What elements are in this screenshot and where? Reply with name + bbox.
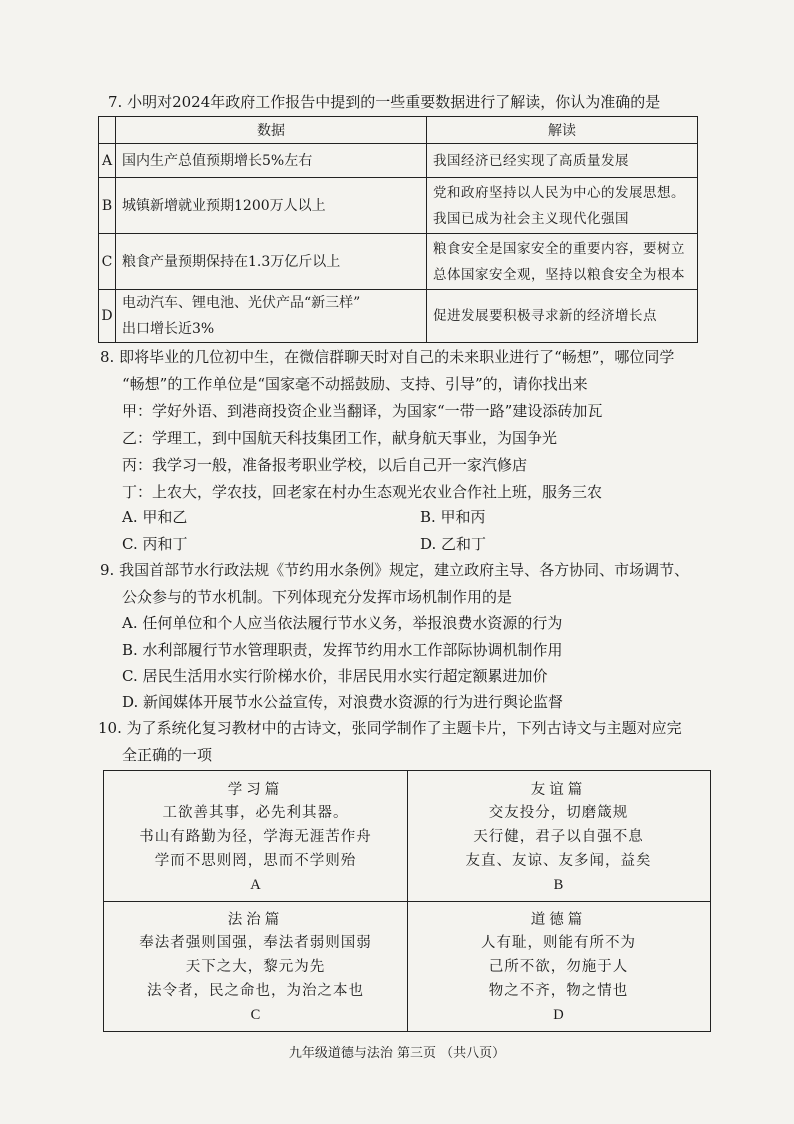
card-line: 人有耻，则能有所不为	[481, 935, 636, 951]
q7-table	[98, 116, 698, 343]
q7-row-interp: 粮食安全是国家安全的重要内容，要树立	[433, 240, 685, 257]
q7-row-interp: 促进发展要积极寻求新的经济增长点	[433, 308, 657, 324]
card-label: A	[250, 877, 261, 893]
q7-row-interp: 总体国家安全观，坚持以粮食安全为根本	[433, 266, 685, 283]
q9-option-d: D. 新闻媒体开展节水公益宣传，对浪费水资源的行为进行舆论监督	[122, 693, 564, 711]
q7-row-a	[99, 144, 698, 178]
theme-card-d	[407, 901, 710, 1031]
card-label: D	[553, 1007, 564, 1023]
q8-option-c: C. 丙和丁	[122, 535, 188, 553]
q7-header-data: 数据	[116, 117, 427, 144]
card-title: 道德篇	[530, 912, 587, 928]
q8-option-a: A. 甲和乙	[122, 508, 188, 526]
theme-card-a	[104, 771, 408, 902]
page-footer: 九年级道德与法治 第三页 （共八页）	[288, 1046, 506, 1061]
q7-row-d	[99, 290, 698, 343]
q8-statement-bing: 丙：我学习一般，准备报考职业学校，以后自己开一家汽修店	[122, 456, 528, 474]
q9-option-c: C. 居民生活用水实行阶梯水价，非居民用水实行超定额累进加价	[122, 667, 548, 685]
theme-card-c	[104, 901, 408, 1031]
q7-row-interp: 党和政府坚持以人民为中心的发展思想。	[433, 184, 685, 201]
card-line: 奉法者强则国强，奉法者弱则国弱	[139, 935, 372, 951]
q10-theme-cards	[103, 770, 711, 1032]
q8-statement-ding: 丁：上农大，学农技，回老家在村办生态观光农业合作社上班，服务三农	[122, 483, 603, 501]
theme-card-b	[407, 771, 710, 902]
card-line: 天下之大，黎元为先	[185, 959, 326, 975]
card-line: 法令者，民之命也，为治之本也	[147, 983, 364, 999]
q7-row-letter: B	[99, 178, 116, 234]
q7-row-data: 粮食产量预期保持在1.3万亿斤以上	[122, 253, 341, 270]
q8-statement-yi: 乙：学理工，到中国航天科技集团工作，献身航天事业，为国争光	[122, 429, 558, 447]
q7-row-data: 出口增长近3%	[122, 321, 215, 337]
q7-row-letter: D	[99, 290, 116, 343]
card-line: 己所不欲，勿施于人	[488, 959, 629, 975]
q7-row-letter: C	[99, 234, 116, 290]
q7-table-header	[99, 117, 698, 144]
q8-stem-line1: 8. 即将毕业的几位初中生，在微信群聊天时对自己的未来职业进行了“畅想”，哪位同学	[100, 348, 675, 366]
q7-row-data: 国内生产总值预期增长5%左右	[122, 152, 313, 169]
q8-option-b: B. 甲和丙	[420, 508, 486, 526]
q7-header-interp: 解读	[427, 117, 698, 144]
q7-row-b	[99, 178, 698, 234]
card-label: B	[553, 877, 564, 893]
card-label: C	[250, 1007, 261, 1023]
card-line: 物之不齐，物之情也	[488, 983, 629, 999]
q8-statement-jia: 甲：学好外语、到港商投资企业当翻译，为国家“一带一路”建设添砖加瓦	[122, 402, 603, 420]
card-line: 天行健，君子以自强不息	[473, 829, 644, 845]
q9-stem-line1: 9. 我国首部节水行政法规《节约用水条例》规定，建立政府主导、各方协同、市场调节、	[100, 561, 690, 579]
q9-option-b: B. 水利部履行节水管理职责，发挥节约用水工作部际协调机制作用	[122, 641, 563, 659]
q7-row-letter: A	[99, 144, 116, 178]
q7-stem: 7. 小明对2024年政府工作报告中提到的一些重要数据进行了解读，你认为准确的是	[108, 93, 661, 111]
card-line: 书山有路勤为径，学海无涯苦作舟	[139, 829, 372, 845]
q10-stem-line2: 全正确的一项	[122, 746, 213, 764]
q7-row-interp: 我国经济已经实现了高质量发展	[433, 152, 629, 169]
card-line: 友直、友谅、友多闻，益矣	[465, 853, 652, 869]
card-title: 法治篇	[227, 912, 284, 928]
q8-option-d: D. 乙和丁	[420, 535, 487, 553]
q7-row-interp: 我国已成为社会主义现代化强国	[433, 210, 629, 227]
q8-stem-line2: “畅想”的工作单位是“国家毫不动摇鼓励、支持、引导”的，请你找出来	[122, 375, 588, 393]
q9-stem-line2: 公众参与的节水机制。下列体现充分发挥市场机制作用的是	[122, 588, 513, 606]
q7-row-data: 城镇新增就业预期1200万人以上	[122, 197, 326, 214]
card-title: 友谊篇	[530, 782, 587, 798]
card-title: 学习篇	[227, 782, 284, 798]
q9-option-a: A. 任何单位和个人应当依法履行节水义务，举报浪费水资源的行为	[122, 614, 563, 632]
card-line: 交友投分，切磨箴规	[488, 805, 629, 821]
q7-row-c	[99, 234, 698, 290]
card-line: 学而不思则罔，思而不学则殆	[154, 853, 357, 869]
q10-stem-line1: 10. 为了系统化复习教材中的古诗文，张同学制作了主题卡片，下列古诗文与主题对应完	[98, 719, 682, 737]
q7-row-data: 电动汽车、锂电池、光伏产品“新三样”	[122, 295, 361, 311]
card-line: 工欲善其事，必先利其器。	[162, 805, 349, 821]
